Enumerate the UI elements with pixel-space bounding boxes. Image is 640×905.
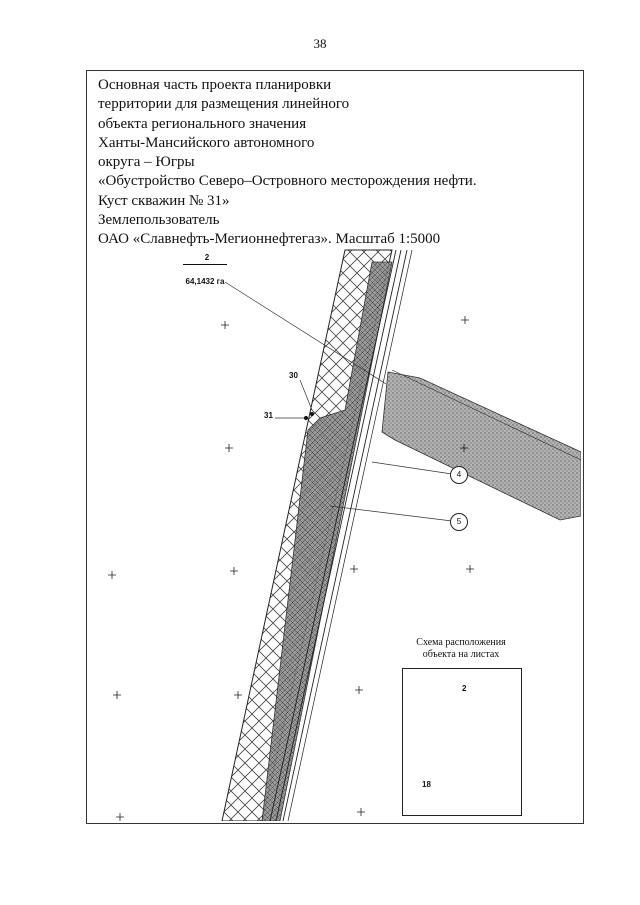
callout-marker: 4 — [450, 466, 468, 484]
parcel-number: 2 — [204, 253, 210, 262]
parcel-area: 64,1432 га — [185, 277, 225, 286]
title-line: ОАО «Славнефть-Мегионнефтегаз». Масштаб 1:5000 — [98, 231, 441, 248]
title-line: Ханты-Мансийского автономного — [98, 134, 315, 151]
title-line: Основная часть проекта планировки — [98, 77, 332, 93]
title-line: округа – Югры — [98, 154, 195, 171]
parcel-divider — [183, 264, 227, 265]
title-line: «Обустройство Северо–Островного месторождения нефти. — [98, 173, 477, 190]
inset-title-line: Схема расположения — [416, 637, 506, 648]
inset-title — [388, 637, 534, 661]
inset-sheet-label: 18 — [422, 780, 431, 789]
callout-marker: 5 — [450, 513, 468, 531]
point-label: 31 — [264, 411, 273, 420]
inset-sheet-label: 2 — [462, 684, 467, 693]
point-label: 30 — [289, 371, 298, 380]
leader-line — [372, 462, 452, 474]
inset-title-line: объекта на листах — [422, 649, 500, 660]
title-line: Куст скважин № 31» — [98, 192, 230, 209]
page-number: 38 — [313, 36, 327, 51]
title-line: территории для размещения линейного — [98, 96, 350, 113]
title-line: Землепользователь — [98, 212, 220, 229]
title-line: объекта регионального значения — [98, 115, 307, 132]
leader-line — [300, 380, 312, 410]
